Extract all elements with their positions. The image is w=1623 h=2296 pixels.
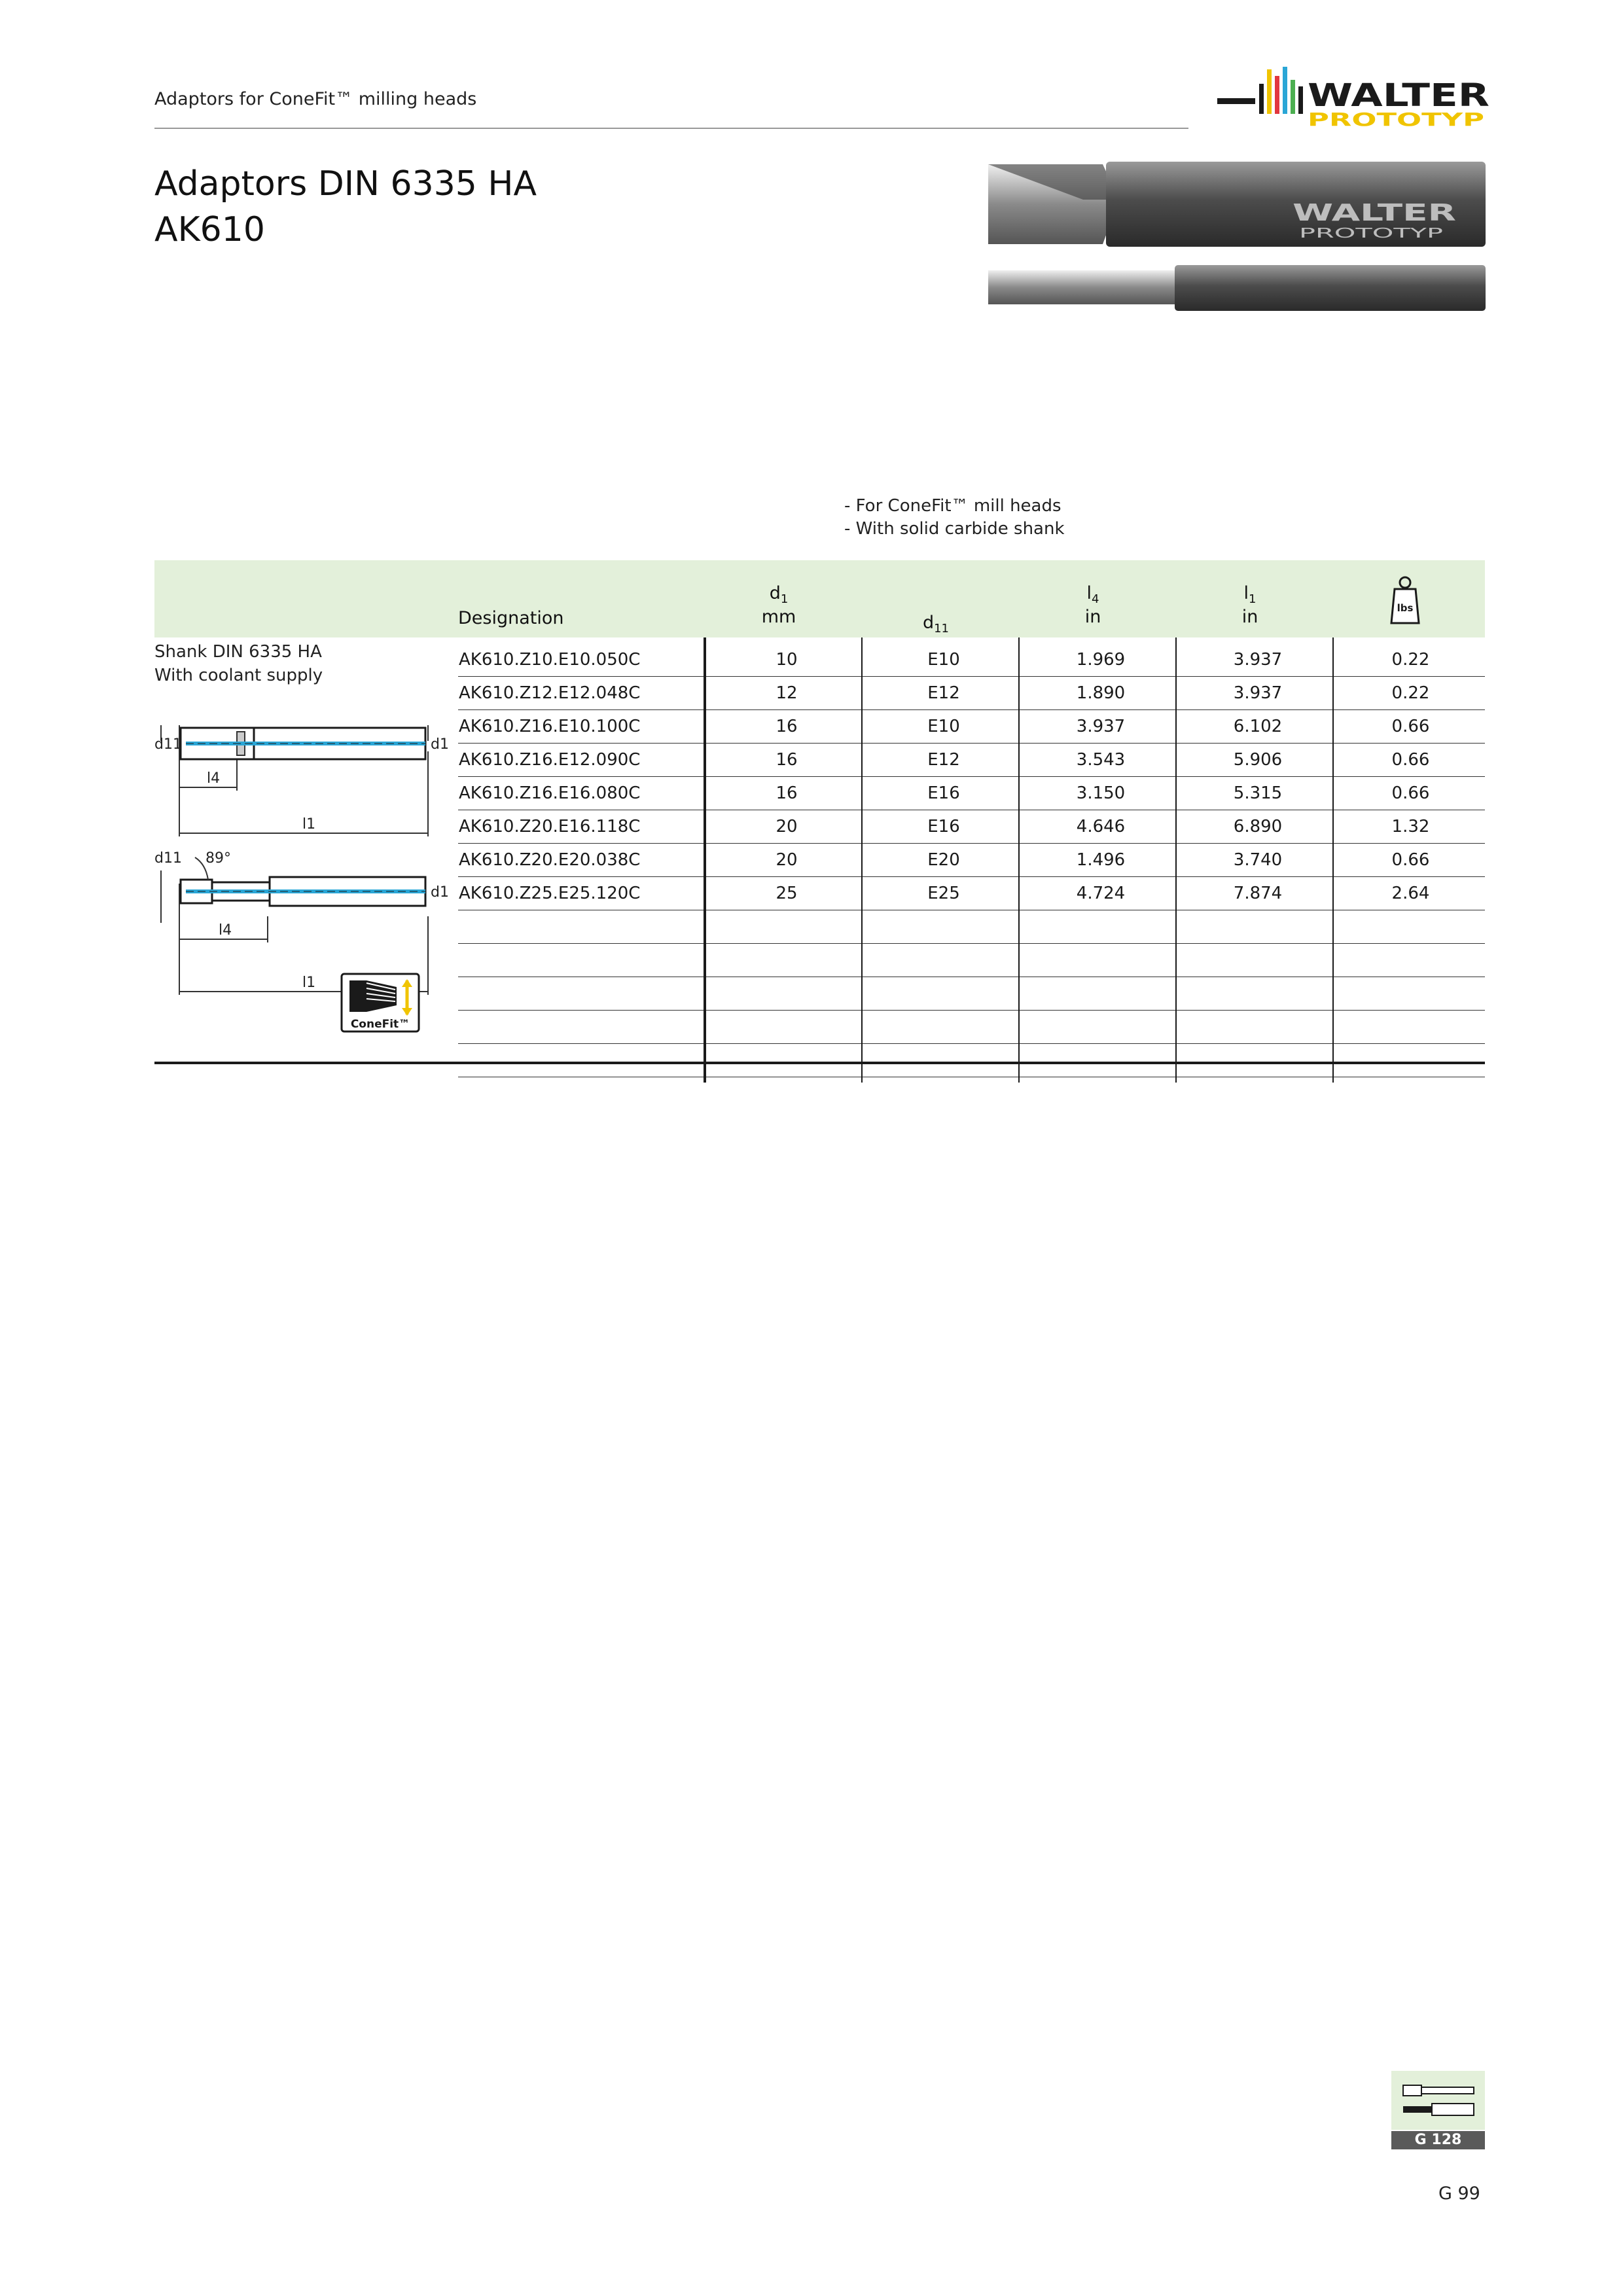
- label-angle: 89°: [205, 850, 231, 867]
- column-header-l1: $l_1$ in: [1241, 583, 1258, 627]
- cell-l4: 4.646: [1076, 817, 1126, 836]
- cell-d1: 25: [776, 884, 798, 903]
- label-l1: l1: [302, 975, 316, 991]
- adaptor-thumbnail-icon: [1399, 2080, 1478, 2123]
- title-line-1: Adaptors DIN 6335 HA: [154, 164, 537, 204]
- cell-l4: 3.543: [1076, 750, 1126, 770]
- label-d1: d1: [431, 884, 449, 901]
- product-image: [985, 160, 1489, 317]
- product-sub-text: PROTOTYP: [1299, 225, 1443, 241]
- section-header: Adaptors for ConeFit™ milling heads: [154, 89, 477, 109]
- cell-weight: 2.64: [1391, 884, 1430, 903]
- cell-d11: E12: [927, 683, 960, 703]
- product-brand-text: WALTER: [1293, 200, 1456, 226]
- cell-d1: 20: [776, 850, 798, 870]
- cell-l1: 5.906: [1233, 750, 1283, 770]
- row-divider: [458, 709, 1485, 710]
- row-divider: [458, 843, 1485, 844]
- title-line-2: AK610: [154, 210, 265, 249]
- column-divider: [704, 637, 706, 1083]
- cell-weight: 0.66: [1391, 717, 1430, 736]
- cell-designation: AK610.Z12.E12.048C: [459, 683, 641, 703]
- walter-prototyp-logo: [1217, 60, 1492, 132]
- column-header-d11: $d_{11}$: [922, 613, 950, 636]
- weight-icon: [1389, 575, 1421, 626]
- weight-icon-text: lbs: [1397, 602, 1414, 614]
- feature-list: [844, 495, 1065, 541]
- cell-l1: 6.890: [1233, 817, 1283, 836]
- label-l4: l4: [207, 770, 221, 787]
- row-divider: [458, 676, 1485, 677]
- row-divider: [458, 1043, 1485, 1044]
- page-title: [154, 161, 537, 253]
- conefit-badge: [340, 973, 420, 1033]
- cell-l1: 5.315: [1233, 783, 1283, 803]
- label-l4: l4: [219, 922, 232, 939]
- column-divider: [1018, 637, 1020, 1083]
- logo-walter-text: WALTER: [1308, 77, 1489, 114]
- label-l1: l1: [302, 816, 316, 833]
- column-divider: [1175, 637, 1177, 1083]
- table-bottom-rule: [154, 1062, 1485, 1064]
- column-header-designation: Designation: [458, 608, 564, 628]
- cell-d1: 16: [776, 717, 798, 736]
- label-d11: d11: [154, 736, 182, 753]
- cell-d11: E16: [927, 783, 960, 803]
- cell-designation: AK610.Z20.E20.038C: [459, 850, 641, 870]
- column-divider: [861, 637, 863, 1083]
- cell-d1: 16: [776, 783, 798, 803]
- feature-item: - For ConeFit™ mill heads: [844, 496, 1061, 516]
- cell-d1: 20: [776, 817, 798, 836]
- cell-designation: AK610.Z16.E10.100C: [459, 717, 641, 736]
- label-d11: d11: [154, 850, 182, 867]
- cell-d11: E20: [927, 850, 960, 870]
- cell-designation: AK610.Z16.E12.090C: [459, 750, 641, 770]
- cell-d11: E12: [927, 750, 960, 770]
- cell-weight: 0.22: [1391, 683, 1430, 703]
- reference-page-label: G 128: [1391, 2131, 1485, 2149]
- cell-l1: 7.874: [1233, 884, 1283, 903]
- cell-d1: 12: [776, 683, 798, 703]
- cell-weight: 0.66: [1391, 750, 1430, 770]
- conefit-label: ConeFit™: [350, 1018, 410, 1031]
- reference-link-box[interactable]: [1391, 2071, 1485, 2149]
- shank-line-1: Shank DIN 6335 HA: [154, 642, 322, 662]
- cell-designation: AK610.Z25.E25.120C: [459, 884, 641, 903]
- cell-l4: 1.890: [1076, 683, 1126, 703]
- cell-l1: 3.740: [1233, 850, 1283, 870]
- cell-l4: 3.150: [1076, 783, 1126, 803]
- cell-l1: 3.937: [1233, 650, 1283, 670]
- cell-d11: E10: [927, 650, 960, 670]
- label-d1: d1: [431, 736, 449, 753]
- cell-d1: 10: [776, 650, 798, 670]
- page-number: G 99: [1438, 2183, 1480, 2204]
- cell-l4: 1.969: [1076, 650, 1126, 670]
- cell-l4: 3.937: [1076, 717, 1126, 736]
- cell-l4: 1.496: [1076, 850, 1126, 870]
- cell-d11: E10: [927, 717, 960, 736]
- cell-l1: 3.937: [1233, 683, 1283, 703]
- dimension-drawing-straight: [153, 699, 449, 836]
- column-header-l4: $l_4$ in: [1084, 583, 1101, 627]
- column-divider: [1332, 637, 1334, 1083]
- row-divider: [458, 776, 1485, 777]
- cell-weight: 1.32: [1391, 817, 1430, 836]
- row-divider: [458, 876, 1485, 877]
- cell-l4: 4.724: [1076, 884, 1126, 903]
- shank-line-2: With coolant supply: [154, 666, 323, 685]
- cell-d1: 16: [776, 750, 798, 770]
- cell-weight: 0.66: [1391, 783, 1430, 803]
- cell-designation: AK610.Z10.E10.050C: [459, 650, 641, 670]
- shank-description: [154, 640, 323, 687]
- row-divider: [458, 943, 1485, 944]
- feature-item: - With solid carbide shank: [844, 519, 1065, 539]
- row-divider: [458, 743, 1485, 744]
- cell-designation: AK610.Z20.E16.118C: [459, 817, 641, 836]
- cell-weight: 0.22: [1391, 650, 1430, 670]
- cell-d11: E25: [927, 884, 960, 903]
- row-divider: [458, 1010, 1485, 1011]
- header-divider: [154, 128, 1188, 129]
- logo-prototyp-text: PROTOTYP: [1308, 109, 1484, 130]
- cell-l1: 6.102: [1233, 717, 1283, 736]
- column-header-d1: $d_1$ mm: [761, 583, 796, 627]
- cell-designation: AK610.Z16.E16.080C: [459, 783, 641, 803]
- cell-d11: E16: [927, 817, 960, 836]
- cell-weight: 0.66: [1391, 850, 1430, 870]
